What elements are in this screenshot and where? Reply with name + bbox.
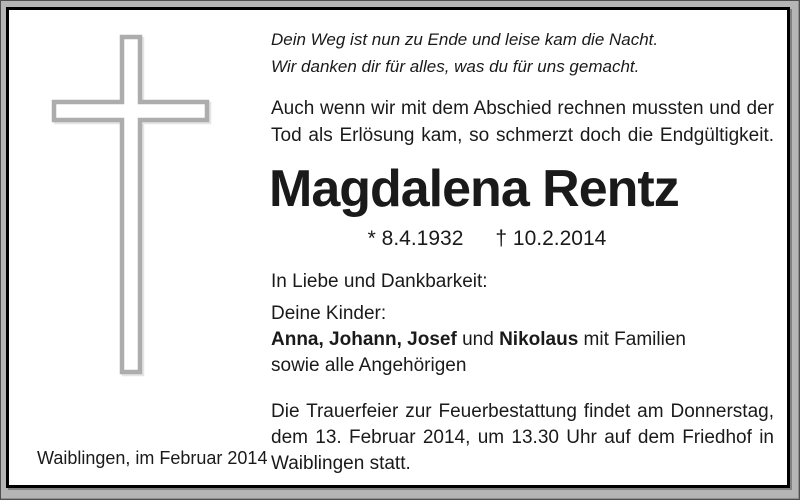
deceased-name: Magdalena Rentz (269, 160, 679, 218)
family-suffix: mit Familien (578, 329, 686, 350)
cross-icon (50, 33, 211, 376)
memorial-verse (271, 26, 658, 80)
mourners-block (271, 301, 686, 379)
family-name: Nikolaus (499, 329, 579, 350)
intro-line: Tod als Erlösung kam, so schmerzt doch die Endgültigkeit. (271, 125, 774, 146)
family-names: Anna, Johann, Josef (271, 329, 457, 350)
intro-paragraph (271, 95, 774, 149)
relatives-line: sowie alle Angehörigen (271, 355, 467, 376)
death-date: † 10.2.2014 (495, 227, 607, 250)
ceremony-line: Die Trauerfeier zur Feuerbestattung findet am Donnerstag, (271, 401, 774, 422)
ceremony-line: dem 13. Februar 2014, um 13.30 Uhr auf dem Friedhof in (271, 427, 774, 448)
ceremony-paragraph (271, 399, 774, 477)
place-and-date: Waiblingen, im Februar 2014 (37, 448, 268, 468)
obituary-card (6, 7, 790, 488)
life-dates (271, 227, 703, 251)
ceremony-line: Waiblingen statt. (271, 453, 411, 474)
verse-line: Dein Weg ist nun zu Ende und leise kam die Nacht. (271, 30, 659, 49)
family-conjunction: und (456, 329, 500, 350)
intro-line: Auch wenn wir mit dem Abschied rechnen mussten und der (271, 98, 774, 119)
gratitude-line: In Liebe und Dankbarkeit: (271, 271, 488, 292)
mourners-label: Deine Kinder: (271, 303, 387, 324)
birth-date: * 8.4.1932 (367, 227, 464, 250)
family-names-line (271, 327, 686, 353)
verse-line: Wir danken dir für alles, was du für uns gemacht. (271, 57, 640, 76)
